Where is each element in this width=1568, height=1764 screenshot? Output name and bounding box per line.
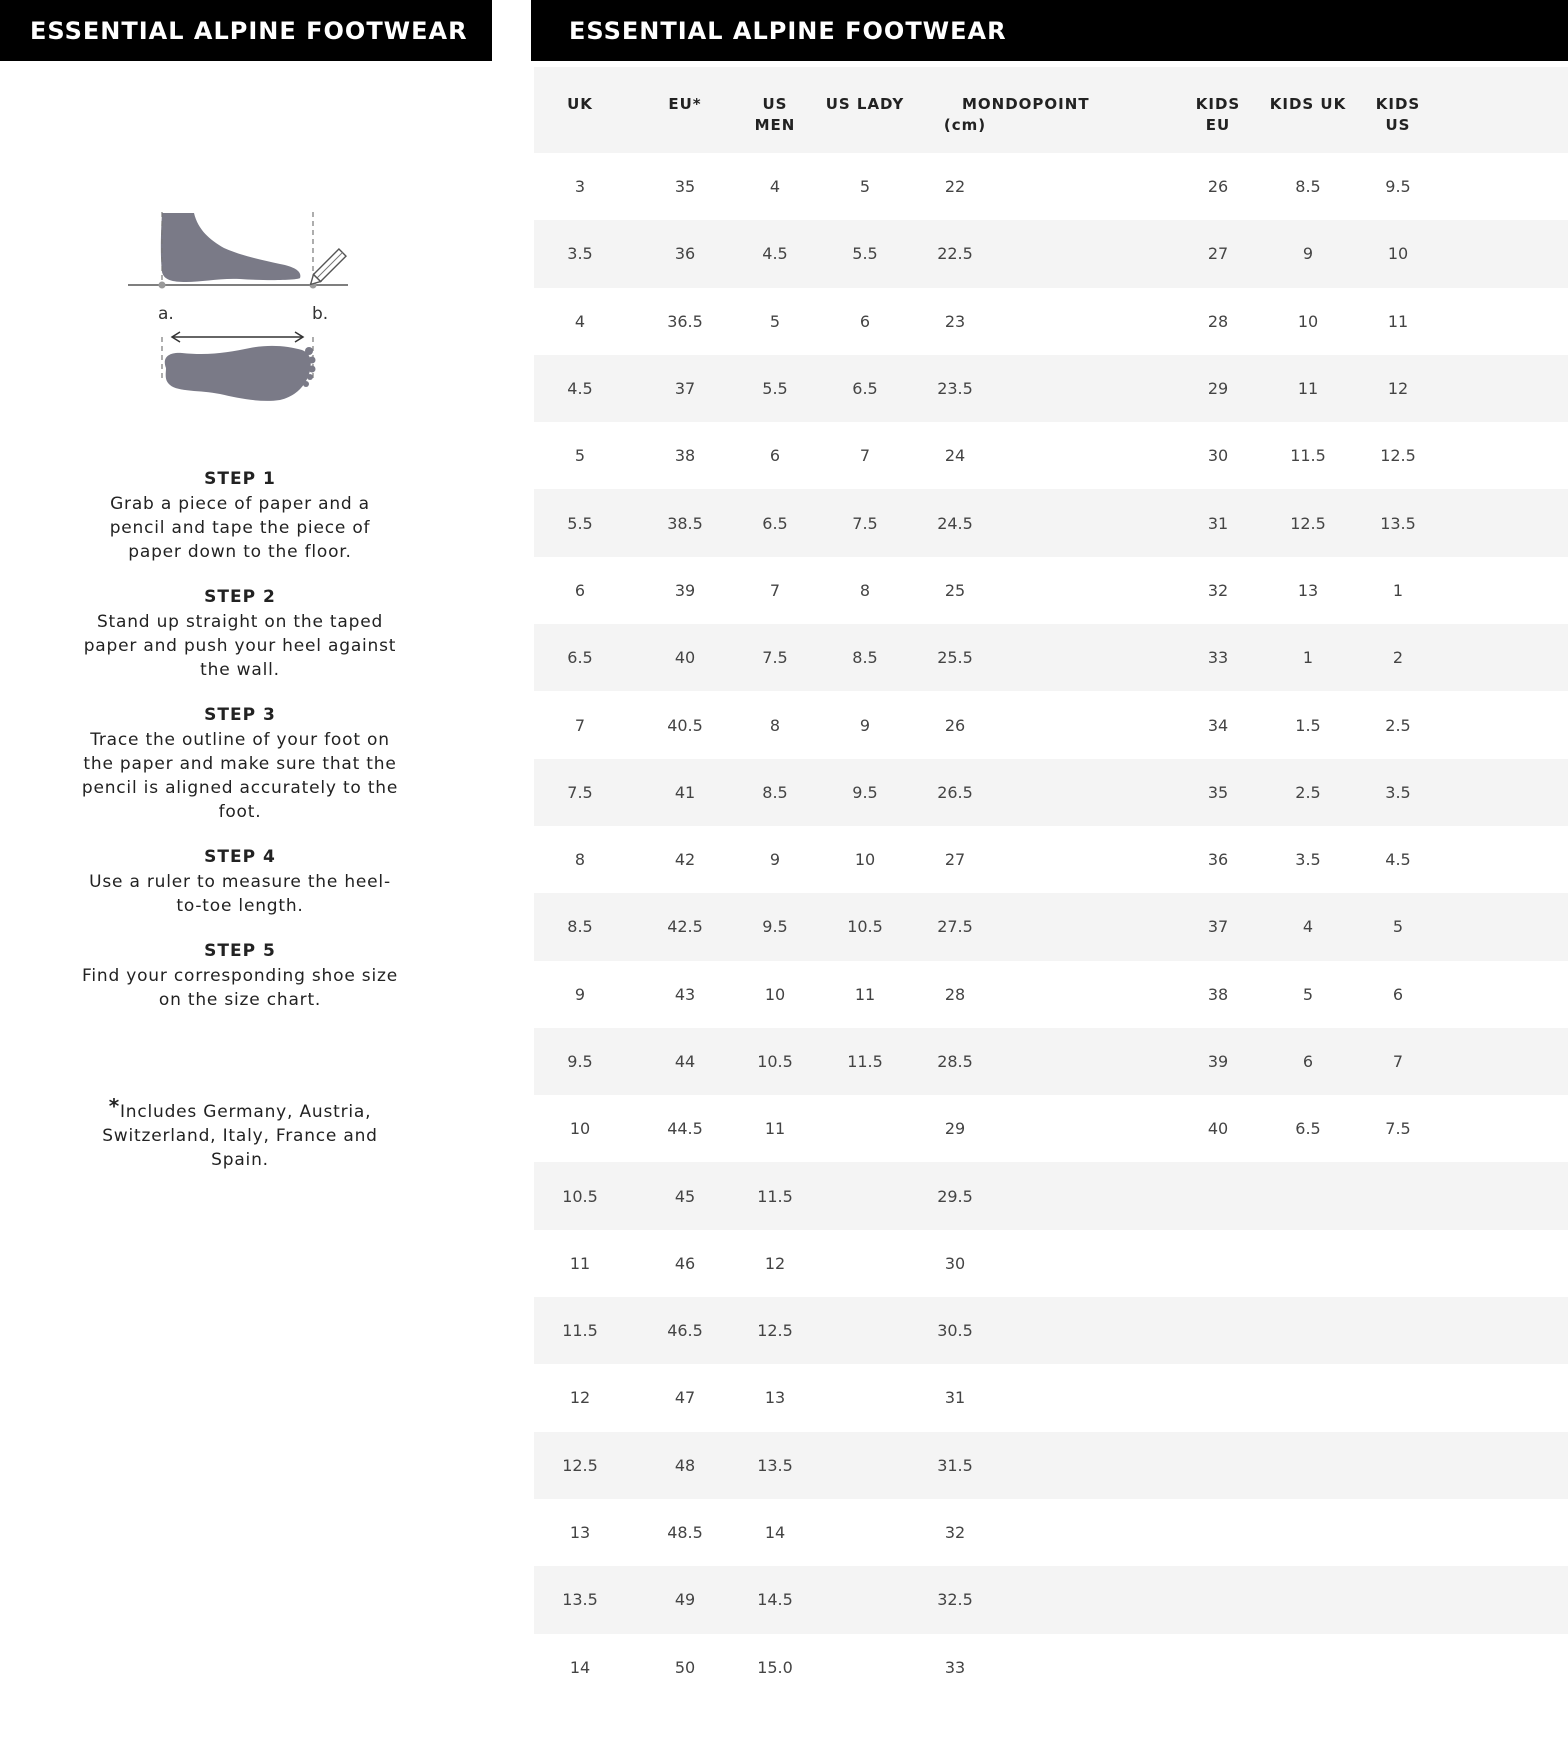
cell-spacer bbox=[986, 422, 1186, 489]
size-chart-banner bbox=[531, 0, 1568, 61]
cell-uk: 8.5 bbox=[567, 917, 593, 937]
footnote bbox=[80, 1094, 400, 1172]
cell-spacer bbox=[986, 557, 1186, 624]
cell-uk: 12.5 bbox=[562, 1455, 598, 1475]
step-text: Use a ruler to measure the heel-to-toe length. bbox=[89, 872, 391, 916]
cell-kids-uk: 1 bbox=[1302, 648, 1314, 668]
cell-kids-uk: 9 bbox=[1302, 244, 1314, 264]
header-mondopoint-label: MONDOPOINT bbox=[962, 95, 1090, 113]
cell-spacer bbox=[986, 1364, 1186, 1431]
table-row bbox=[534, 489, 1568, 556]
cell-kids-uk bbox=[1250, 1297, 1366, 1364]
cell-kids-us bbox=[1366, 1364, 1430, 1431]
cell-kids-uk bbox=[1250, 1432, 1366, 1499]
cell-eu: 50 bbox=[674, 1657, 696, 1677]
cell-kids-eu: 26 bbox=[1207, 177, 1229, 197]
cell-spacer-end bbox=[1430, 1028, 1568, 1095]
cell-spacer-end bbox=[1430, 893, 1568, 960]
foot-top-icon bbox=[165, 346, 316, 401]
cell-us-men: 9 bbox=[769, 850, 781, 870]
cell-uk: 11.5 bbox=[562, 1321, 598, 1341]
cell-us-men: 14.5 bbox=[757, 1590, 793, 1610]
step-4 bbox=[80, 844, 400, 918]
cell-us-lady bbox=[806, 1634, 924, 1701]
cell-spacer-end bbox=[1430, 826, 1568, 893]
cell-kids-uk: 10 bbox=[1297, 311, 1319, 331]
cell-kids-uk: 1.5 bbox=[1295, 715, 1321, 735]
instructions-panel bbox=[0, 0, 492, 1764]
cell-kids-eu: 38 bbox=[1207, 984, 1229, 1004]
table-header-row bbox=[534, 67, 1568, 153]
cell-spacer bbox=[986, 1230, 1186, 1297]
cell-us-lady bbox=[806, 1432, 924, 1499]
cell-eu: 44 bbox=[674, 1052, 696, 1071]
cell-eu: 49 bbox=[674, 1590, 696, 1610]
step-5 bbox=[80, 938, 400, 1012]
cell-mondopoint: 23 bbox=[944, 311, 966, 331]
cell-spacer-end bbox=[1430, 759, 1568, 826]
cell-us-lady: 7.5 bbox=[852, 513, 878, 533]
cell-kids-uk: 6 bbox=[1302, 1052, 1314, 1071]
cell-us-men: 7.5 bbox=[762, 648, 788, 668]
cell-spacer-end bbox=[1430, 422, 1568, 489]
table-row bbox=[534, 1432, 1568, 1499]
header-eu: EU* bbox=[668, 95, 702, 113]
cell-spacer bbox=[986, 691, 1186, 758]
header-mondopoint-unit: (cm) bbox=[943, 116, 987, 134]
cell-spacer bbox=[986, 1432, 1186, 1499]
cell-us-lady bbox=[806, 1297, 924, 1364]
cell-uk: 5.5 bbox=[567, 513, 593, 533]
cell-eu: 38.5 bbox=[667, 513, 703, 533]
cell-uk: 14 bbox=[569, 1657, 591, 1677]
cell-kids-eu: 28 bbox=[1207, 311, 1229, 331]
cell-kids-uk bbox=[1250, 1499, 1366, 1566]
cell-mondopoint: 29.5 bbox=[937, 1186, 973, 1206]
cell-uk: 11 bbox=[569, 1253, 591, 1273]
cell-kids-us bbox=[1366, 1297, 1430, 1364]
cell-uk: 5 bbox=[574, 446, 586, 466]
cell-us-men: 5 bbox=[769, 311, 781, 331]
table-row bbox=[534, 1297, 1568, 1364]
cell-us-lady: 11 bbox=[854, 984, 876, 1004]
cell-eu: 44.5 bbox=[667, 1119, 703, 1139]
cell-spacer bbox=[986, 1566, 1186, 1633]
cell-us-men: 6.5 bbox=[762, 513, 788, 533]
cell-mondopoint: 29 bbox=[944, 1119, 966, 1139]
table-row bbox=[534, 961, 1568, 1028]
cell-kids-uk: 11.5 bbox=[1290, 446, 1326, 466]
cell-uk: 6.5 bbox=[567, 648, 593, 668]
header-kids-us: KIDS US bbox=[1375, 95, 1421, 134]
cell-us-lady: 6.5 bbox=[852, 379, 878, 399]
cell-us-lady: 9.5 bbox=[852, 782, 878, 802]
cell-kids-eu: 27 bbox=[1207, 244, 1229, 264]
cell-kids-eu: 32 bbox=[1207, 580, 1229, 600]
cell-kids-us: 4.5 bbox=[1385, 850, 1411, 870]
cell-kids-eu bbox=[1186, 1634, 1250, 1701]
cell-kids-us bbox=[1366, 1566, 1430, 1633]
cell-us-lady bbox=[806, 1162, 924, 1229]
cell-kids-uk bbox=[1250, 1364, 1366, 1431]
cell-uk: 4 bbox=[574, 311, 586, 331]
cell-kids-us: 7.5 bbox=[1385, 1119, 1411, 1139]
cell-mondopoint: 23.5 bbox=[937, 379, 973, 399]
cell-uk: 13.5 bbox=[562, 1590, 598, 1610]
header-us-men: US MEN bbox=[754, 95, 796, 134]
cell-kids-uk: 5 bbox=[1302, 984, 1314, 1004]
cell-mondopoint: 32.5 bbox=[937, 1590, 973, 1610]
cell-kids-uk bbox=[1250, 1230, 1366, 1297]
cell-mondopoint: 22 bbox=[944, 177, 966, 197]
step-title: STEP 4 bbox=[204, 847, 276, 867]
cell-mondopoint: 30 bbox=[944, 1253, 966, 1273]
cell-us-lady bbox=[806, 1566, 924, 1633]
point-a-dot bbox=[159, 282, 166, 289]
cell-kids-uk bbox=[1250, 1162, 1366, 1229]
cell-eu: 48.5 bbox=[667, 1523, 703, 1543]
cell-spacer-end bbox=[1430, 1162, 1568, 1229]
cell-us-lady: 5.5 bbox=[852, 244, 878, 264]
cell-kids-us bbox=[1366, 1432, 1430, 1499]
cell-mondopoint: 24.5 bbox=[937, 513, 973, 533]
cell-eu: 48 bbox=[674, 1455, 696, 1475]
cell-uk: 6 bbox=[574, 580, 586, 600]
step-2 bbox=[80, 584, 400, 682]
cell-spacer-end bbox=[1430, 1230, 1568, 1297]
cell-mondopoint: 27.5 bbox=[937, 917, 973, 937]
cell-uk: 13 bbox=[569, 1523, 591, 1543]
cell-mondopoint: 26 bbox=[944, 715, 966, 735]
cell-spacer-end bbox=[1430, 1432, 1568, 1499]
cell-eu: 47 bbox=[674, 1388, 696, 1408]
table-row bbox=[534, 153, 1568, 220]
cell-eu: 40 bbox=[674, 648, 696, 668]
cell-uk: 12 bbox=[569, 1388, 591, 1408]
footnote-text: Includes Germany, Austria, Switzerland, Italy, France and Spain. bbox=[102, 1102, 378, 1170]
table-row bbox=[534, 288, 1568, 355]
table-row bbox=[534, 1566, 1568, 1633]
cell-spacer bbox=[986, 489, 1186, 556]
cell-kids-us bbox=[1366, 1162, 1430, 1229]
cell-us-men: 7 bbox=[769, 580, 781, 600]
header-mondopoint bbox=[924, 67, 1090, 153]
cell-mondopoint: 31.5 bbox=[937, 1455, 973, 1475]
cell-kids-us: 6 bbox=[1392, 984, 1404, 1004]
cell-kids-us bbox=[1366, 1230, 1430, 1297]
cell-us-lady: 11.5 bbox=[847, 1052, 883, 1071]
cell-kids-uk: 13 bbox=[1297, 580, 1319, 600]
table-row bbox=[534, 1364, 1568, 1431]
step-text: Grab a piece of paper and a pencil and tape the piece of paper down to the floor. bbox=[109, 494, 371, 562]
cell-us-men: 12.5 bbox=[757, 1321, 793, 1341]
cell-mondopoint: 31 bbox=[944, 1388, 966, 1408]
cell-kids-us: 1 bbox=[1392, 580, 1404, 600]
cell-us-men: 10.5 bbox=[757, 1052, 793, 1071]
cell-eu: 40.5 bbox=[667, 715, 703, 735]
cell-kids-uk: 6.5 bbox=[1295, 1119, 1321, 1139]
cell-us-lady: 10 bbox=[854, 850, 876, 870]
cell-us-men: 10 bbox=[764, 984, 786, 1004]
step-text: Find your corresponding shoe size on the size chart. bbox=[82, 966, 398, 1010]
cell-eu: 36 bbox=[674, 244, 696, 264]
cell-spacer bbox=[986, 624, 1186, 691]
cell-kids-us: 2.5 bbox=[1385, 715, 1411, 735]
cell-spacer-end bbox=[1430, 355, 1568, 422]
cell-kids-eu bbox=[1186, 1499, 1250, 1566]
cell-us-men: 13 bbox=[764, 1388, 786, 1408]
cell-kids-eu: 29 bbox=[1207, 379, 1229, 399]
cell-kids-us: 7 bbox=[1392, 1052, 1404, 1071]
cell-uk: 8 bbox=[574, 850, 586, 870]
cell-us-men: 5.5 bbox=[762, 379, 788, 399]
cell-spacer-end bbox=[1430, 1297, 1568, 1364]
table-row bbox=[534, 759, 1568, 826]
cell-uk: 10 bbox=[569, 1119, 591, 1139]
cell-spacer bbox=[986, 1634, 1186, 1701]
cell-eu: 39 bbox=[674, 580, 696, 600]
step-text: Stand up straight on the taped paper and push your heel against the wall. bbox=[83, 612, 397, 680]
cell-kids-eu: 30 bbox=[1207, 446, 1229, 466]
cell-eu: 46.5 bbox=[667, 1321, 703, 1341]
cell-mondopoint: 26.5 bbox=[937, 782, 973, 802]
cell-kids-eu: 31 bbox=[1207, 513, 1229, 533]
table-row bbox=[534, 826, 1568, 893]
table-row bbox=[534, 893, 1568, 960]
cell-uk: 3 bbox=[574, 177, 586, 197]
cell-kids-us: 10 bbox=[1387, 244, 1409, 264]
size-chart-body bbox=[534, 153, 1568, 1701]
cell-spacer bbox=[986, 893, 1186, 960]
cell-us-men: 8 bbox=[769, 715, 781, 735]
cell-us-lady: 8 bbox=[859, 580, 871, 600]
cell-eu: 36.5 bbox=[667, 311, 703, 331]
table-row bbox=[534, 624, 1568, 691]
cell-eu: 37 bbox=[674, 379, 696, 399]
cell-uk: 9 bbox=[574, 984, 586, 1004]
table-row bbox=[534, 220, 1568, 287]
step-title: STEP 5 bbox=[204, 941, 276, 961]
cell-us-men: 15.0 bbox=[757, 1657, 793, 1677]
cell-kids-eu bbox=[1186, 1432, 1250, 1499]
cell-eu: 42 bbox=[674, 850, 696, 870]
cell-spacer bbox=[986, 759, 1186, 826]
cell-kids-us: 3.5 bbox=[1385, 782, 1411, 802]
table-row bbox=[534, 1162, 1568, 1229]
header-spacer-end bbox=[1430, 67, 1568, 153]
cell-mondopoint: 28.5 bbox=[937, 1052, 973, 1071]
cell-kids-eu: 35 bbox=[1207, 782, 1229, 802]
table-row bbox=[534, 422, 1568, 489]
header-kids-eu: KIDS EU bbox=[1195, 95, 1241, 134]
table-row bbox=[534, 1095, 1568, 1162]
cell-spacer-end bbox=[1430, 288, 1568, 355]
cell-mondopoint: 25 bbox=[944, 580, 966, 600]
foot-measure-diagram bbox=[120, 200, 370, 430]
cell-uk: 9.5 bbox=[567, 1052, 593, 1071]
cell-us-men: 9.5 bbox=[762, 917, 788, 937]
cell-uk: 3.5 bbox=[567, 244, 593, 264]
step-1 bbox=[80, 466, 400, 564]
label-a: a. bbox=[158, 304, 174, 324]
table-row bbox=[534, 557, 1568, 624]
table-row bbox=[534, 1634, 1568, 1701]
cell-spacer bbox=[986, 1499, 1186, 1566]
step-title: STEP 2 bbox=[204, 587, 276, 607]
cell-spacer bbox=[986, 961, 1186, 1028]
footnote-asterisk: * bbox=[108, 1094, 120, 1118]
cell-us-men: 13.5 bbox=[757, 1455, 793, 1475]
cell-kids-uk: 3.5 bbox=[1295, 850, 1321, 870]
cell-spacer-end bbox=[1430, 691, 1568, 758]
label-b: b. bbox=[312, 304, 329, 324]
cell-spacer-end bbox=[1430, 1499, 1568, 1566]
size-chart-table bbox=[534, 67, 1568, 1701]
header-kids-uk: KIDS UK bbox=[1269, 95, 1347, 113]
cell-mondopoint: 25.5 bbox=[937, 648, 973, 668]
step-3 bbox=[80, 702, 400, 824]
step-text: Trace the outline of your foot on the paper and make sure that the pencil is aligned accurately to the foot. bbox=[81, 730, 399, 822]
cell-spacer bbox=[986, 288, 1186, 355]
cell-kids-uk: 12.5 bbox=[1290, 513, 1326, 533]
cell-kids-us: 13.5 bbox=[1380, 513, 1416, 533]
cell-eu: 46 bbox=[674, 1253, 696, 1273]
cell-kids-uk: 8.5 bbox=[1295, 177, 1321, 197]
cell-kids-uk: 2.5 bbox=[1295, 782, 1321, 802]
table-row bbox=[534, 1028, 1568, 1095]
cell-mondopoint: 24 bbox=[944, 446, 966, 466]
cell-us-lady bbox=[806, 1095, 924, 1162]
cell-kids-eu bbox=[1186, 1162, 1250, 1229]
cell-kids-eu bbox=[1186, 1364, 1250, 1431]
step-title: STEP 3 bbox=[204, 705, 276, 725]
cell-kids-us: 9.5 bbox=[1385, 177, 1411, 197]
instructions-banner bbox=[0, 0, 492, 61]
cell-spacer-end bbox=[1430, 489, 1568, 556]
cell-kids-uk: 4 bbox=[1302, 917, 1314, 937]
cell-mondopoint: 32 bbox=[944, 1523, 966, 1543]
cell-us-lady: 8.5 bbox=[852, 648, 878, 668]
cell-us-lady: 9 bbox=[859, 715, 871, 735]
cell-spacer bbox=[986, 826, 1186, 893]
cell-us-men: 6 bbox=[769, 446, 781, 466]
cell-eu: 35 bbox=[674, 177, 696, 197]
cell-us-lady bbox=[806, 1364, 924, 1431]
cell-us-men: 4 bbox=[769, 177, 781, 197]
cell-kids-us: 5 bbox=[1392, 917, 1404, 937]
cell-kids-uk bbox=[1250, 1566, 1366, 1633]
cell-us-lady: 10.5 bbox=[847, 917, 883, 937]
cell-us-lady: 6 bbox=[859, 311, 871, 331]
cell-kids-us: 12 bbox=[1387, 379, 1409, 399]
cell-kids-eu: 40 bbox=[1207, 1119, 1229, 1139]
cell-mondopoint: 22.5 bbox=[937, 244, 973, 264]
cell-uk: 7.5 bbox=[567, 782, 593, 802]
cell-kids-eu bbox=[1186, 1566, 1250, 1633]
double-arrow-icon bbox=[172, 332, 303, 342]
cell-kids-eu: 36 bbox=[1207, 850, 1229, 870]
cell-eu: 43 bbox=[674, 984, 696, 1004]
cell-uk: 7 bbox=[574, 715, 586, 735]
step-title: STEP 1 bbox=[204, 469, 276, 489]
cell-spacer bbox=[986, 1095, 1186, 1162]
cell-kids-eu bbox=[1186, 1297, 1250, 1364]
cell-eu: 38 bbox=[674, 446, 696, 466]
cell-us-men: 11 bbox=[764, 1119, 786, 1139]
cell-spacer-end bbox=[1430, 220, 1568, 287]
cell-kids-us bbox=[1366, 1634, 1430, 1701]
header-uk: UK bbox=[567, 95, 593, 113]
cell-spacer bbox=[986, 220, 1186, 287]
cell-kids-uk bbox=[1250, 1634, 1366, 1701]
cell-us-men: 14 bbox=[764, 1523, 786, 1543]
cell-spacer-end bbox=[1430, 1095, 1568, 1162]
cell-uk: 10.5 bbox=[562, 1186, 598, 1206]
cell-us-men: 12 bbox=[764, 1253, 786, 1273]
cell-uk: 4.5 bbox=[567, 379, 593, 399]
cell-spacer-end bbox=[1430, 1634, 1568, 1701]
table-row bbox=[534, 355, 1568, 422]
cell-kids-eu: 33 bbox=[1207, 648, 1229, 668]
cell-eu: 45 bbox=[674, 1186, 696, 1206]
cell-us-lady: 5 bbox=[859, 177, 871, 197]
cell-kids-uk: 11 bbox=[1297, 379, 1319, 399]
cell-spacer-end bbox=[1430, 624, 1568, 691]
cell-spacer-end bbox=[1430, 961, 1568, 1028]
instructions-banner-title: ESSENTIAL ALPINE FOOTWEAR bbox=[30, 16, 468, 45]
cell-spacer-end bbox=[1430, 1364, 1568, 1431]
cell-kids-eu bbox=[1186, 1230, 1250, 1297]
cell-us-lady bbox=[806, 1499, 924, 1566]
table-row bbox=[534, 1230, 1568, 1297]
cell-us-lady bbox=[806, 1230, 924, 1297]
cell-mondopoint: 27 bbox=[944, 850, 966, 870]
cell-kids-eu: 34 bbox=[1207, 715, 1229, 735]
cell-spacer bbox=[986, 1028, 1186, 1095]
cell-mondopoint: 30.5 bbox=[937, 1321, 973, 1341]
table-row bbox=[534, 691, 1568, 758]
cell-spacer-end bbox=[1430, 1566, 1568, 1633]
cell-mondopoint: 33 bbox=[944, 1657, 966, 1677]
cell-kids-us: 12.5 bbox=[1380, 446, 1416, 466]
cell-us-lady: 7 bbox=[859, 446, 871, 466]
foot-side-icon bbox=[161, 213, 301, 282]
cell-mondopoint: 28 bbox=[944, 984, 966, 1004]
cell-kids-us: 11 bbox=[1387, 311, 1409, 331]
table-row bbox=[534, 1499, 1568, 1566]
size-chart-panel bbox=[531, 0, 1568, 1764]
cell-spacer bbox=[986, 355, 1186, 422]
size-chart-banner-title: ESSENTIAL ALPINE FOOTWEAR bbox=[569, 16, 1007, 45]
cell-eu: 41 bbox=[674, 782, 696, 802]
header-us-lady: US LADY bbox=[825, 95, 905, 113]
cell-spacer bbox=[986, 153, 1186, 220]
cell-spacer-end bbox=[1430, 153, 1568, 220]
cell-spacer bbox=[986, 1162, 1186, 1229]
cell-kids-eu: 39 bbox=[1207, 1052, 1229, 1071]
cell-spacer-end bbox=[1430, 557, 1568, 624]
cell-eu: 42.5 bbox=[667, 917, 703, 937]
cell-kids-us bbox=[1366, 1499, 1430, 1566]
cell-kids-us: 2 bbox=[1392, 648, 1404, 668]
steps-list bbox=[80, 466, 400, 1032]
cell-us-men: 8.5 bbox=[762, 782, 788, 802]
cell-kids-eu: 37 bbox=[1207, 917, 1229, 937]
cell-us-men: 11.5 bbox=[757, 1186, 793, 1206]
cell-spacer bbox=[986, 1297, 1186, 1364]
cell-us-men: 4.5 bbox=[762, 244, 788, 264]
